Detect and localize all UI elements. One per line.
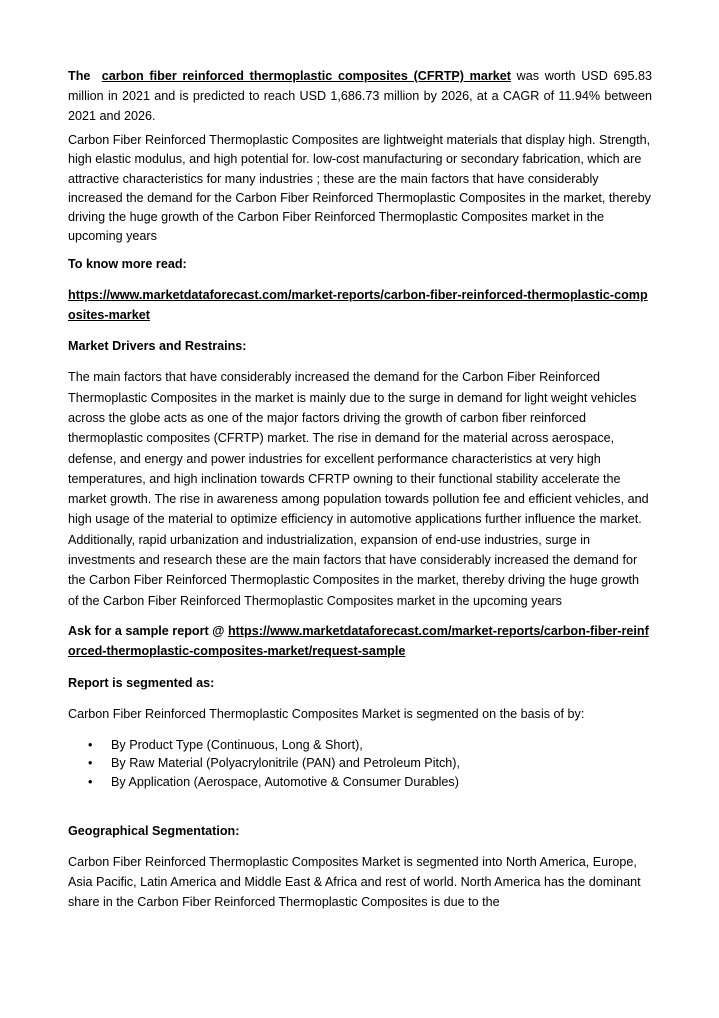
intro-lead: The (68, 69, 91, 83)
segmentation-heading: Report is segmented as: (68, 675, 215, 690)
bullet-icon: • (88, 737, 93, 752)
geography-paragraph: Carbon Fiber Reinforced Thermoplastic Composites Market is segmented into North America, Europe, Asia Pacific, Latin America and Middle East & Africa and rest of world. North America has the dominant share in the Carbon Fiber Reinforced Thermoplastic Composites is due to the (68, 854, 641, 910)
segmentation-intro: Carbon Fiber Reinforced Thermoplastic Composites Market is segmented on the basis of by: (68, 706, 585, 721)
list-item: • By Application (Aerospace, Automotive & Consumer Durables) (68, 773, 652, 792)
bullet-icon: • (88, 774, 93, 789)
geography-heading: Geographical Segmentation: (68, 823, 240, 838)
description-paragraph: Carbon Fiber Reinforced Thermoplastic Composites are lightweight materials that display high. Strength, high elastic modulus, and high potential for. low-cost manufacturing or secondary fabrication, which are attractive characteristics for many industries ; these are the main factors that have considerably increased the demand for the Carbon Fiber Reinforced Thermoplastic Composites in the market, thereby driving the huge growth of the Carbon Fiber Reinforced Thermoplastic Composites market in the upcoming years (68, 133, 651, 244)
sample-link[interactable]: https://www.marketdataforecast.com/market-reports/carbon-fiber-reinforced-thermoplastic-composites-market/request-sample (68, 623, 649, 659)
drivers-paragraph: The main factors that have considerably increased the demand for the Carbon Fiber Reinforced Thermoplastic Composites in the market is mainly due to the surge in demand for light weight vehicles across the globe acts as one of the major factors driving the growth of carbon fiber reinforced thermoplastic composites (CFRTP) market. The rise in demand for the material across aerospace, defense, and energy and power industries for excellent performance characteristics at very high temperatures, and high inclination towards CFRTP owning to their functional stability accelerate the market growth. The rise in awareness among population towards pollution fee and efficient vehicles, and high usage of the material to optimize efficiency in automotive applications further influence the market. Additionally, rapid urbanization and industrialization, expansion of end-use industries, surge in investments and research these are the main factors that have considerably increased the demand for the Carbon Fiber Reinforced Thermoplastic Composites in the market, thereby driving the huge growth of the Carbon Fiber Reinforced Thermoplastic Composites market in the upcoming years (68, 370, 649, 608)
know-more-link[interactable]: https://www.marketdataforecast.com/market-reports/carbon-fiber-reinforced-thermoplastic-composites-market (68, 287, 648, 323)
sample-paragraph (68, 621, 652, 662)
know-more-heading: To know more read: (68, 256, 187, 271)
list-item: • By Product Type (Continuous, Long & Short), (68, 736, 652, 755)
intro-rest: was worth USD 695.83 million in 2021 and is predicted to reach USD 1,686.73 million by 2026, at a CAGR of 11.94% between 2021 and 2026. (68, 69, 653, 123)
intro-paragraph (68, 66, 652, 126)
drivers-heading: Market Drivers and Restrains: (68, 339, 247, 354)
segmentation-list (68, 736, 652, 792)
bullet-icon: • (88, 756, 93, 771)
document-page (68, 66, 652, 913)
market-link[interactable]: carbon fiber reinforced thermoplastic composites (CFRTP) market (101, 69, 511, 83)
sample-prefix: Ask for a sample report @ (68, 623, 228, 638)
list-item: • By Raw Material (Polyacrylonitrile (PAN) and Petroleum Pitch), (68, 754, 652, 773)
